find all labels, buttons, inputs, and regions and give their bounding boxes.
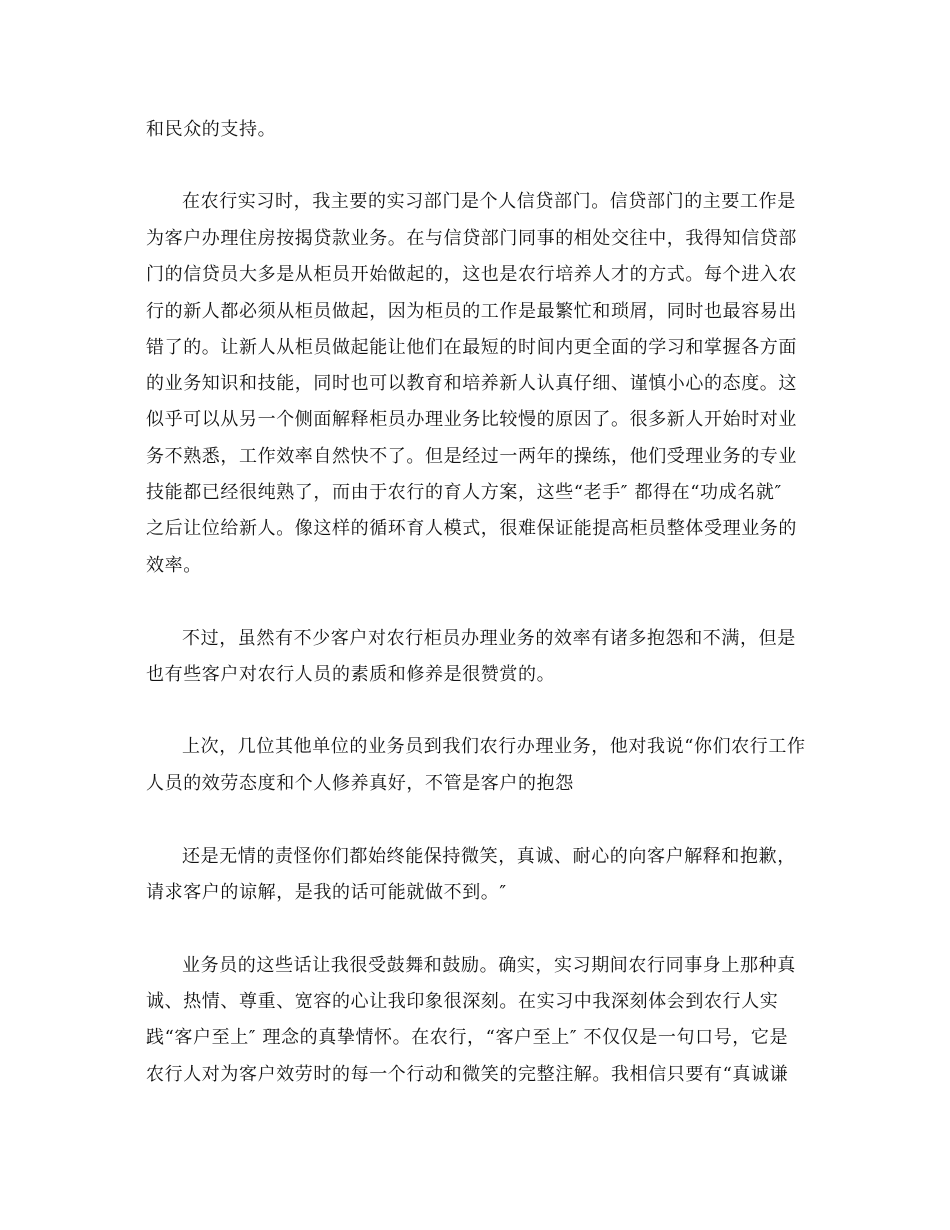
paragraph-line: 还是无情的责怪你们都始终能保持微笑，真诚、耐心的向客户解释和抱歉， [182,846,796,867]
paragraph-line: 诚、热情、尊重、宽容的心让我印象很深刻。在实习中我深刻体会到农行人实 [146,991,779,1012]
paragraph-line: 农行人对为客户效劳时的每一个行动和微笑的完整注解。我相信只要有“真诚谦 [146,1064,789,1085]
paragraph-line: 不过，虽然有不少客户对农行柜员办理业务的效率有诸多抱怨和不满，但是 [182,628,796,649]
paragraph-line: 务不熟悉，工作效率自然快不了。但是经过一两年的操练，他们受理业务的专业 [146,446,797,467]
paragraph-line: 也有些客户对农行人员的素质和修养是很赞赏的。 [146,664,556,685]
paragraph-line: 效率。 [146,555,202,576]
paragraph-line: 人员的效劳态度和个人修养真好，不管是客户的抱怨 [146,773,574,794]
paragraph-line: 似乎可以从另一个侧面解释柜员办理业务比较慢的原因了。很多新人开始时对业 [146,409,797,430]
paragraph-line: 错了的。让新人从柜员做起能让他们在最短的时间内更全面的学习和掌握各方面 [146,337,797,358]
paragraph-line: 在农行实习时，我主要的实习部门是个人信贷部门。信贷部门的主要工作是 [182,191,796,212]
paragraph-line: 门的信贷员大多是从柜员开始做起的，这也是农行培养人才的方式。每个进入农 [146,264,797,285]
paragraph-line: 技能都已经很纯熟了，而由于农行的育人方案，这些“老手″ 都得在“功成名就″ [146,482,782,503]
paragraph-line: 请求客户的谅解，是我的话可能就做不到。″ [146,882,507,903]
paragraph-line: 的业务知识和技能，同时也可以教育和培养新人认真仔细、谨慎小心的态度。这 [146,373,797,394]
paragraph-line: 业务员的这些话让我很受鼓舞和鼓励。确实，实习期间农行同事身上那种真 [182,955,796,976]
paragraph-line: 行的新人都必须从柜员做起，因为柜员的工作是最繁忙和琐屑，同时也最容易出 [146,301,797,322]
paragraph-line: 之后让位给新人。像这样的循环育人模式，很难保证能提高柜员整体受理业务的 [146,518,797,539]
paragraph-line: 和民众的支持。 [146,119,277,140]
paragraph-line: 为客户办理住房按揭贷款业务。在与信贷部门同事的相处交往中，我得知信贷部 [146,228,797,249]
paragraph-line: 践“客户至上″ 理念的真挚情怀。在农行，“客户至上″ 不仅仅是一句口号，它是 [146,1027,789,1048]
paragraph-line: 上次，几位其他单位的业务员到我们农行办理业务，他对我说“你们农行工作 [182,736,806,757]
